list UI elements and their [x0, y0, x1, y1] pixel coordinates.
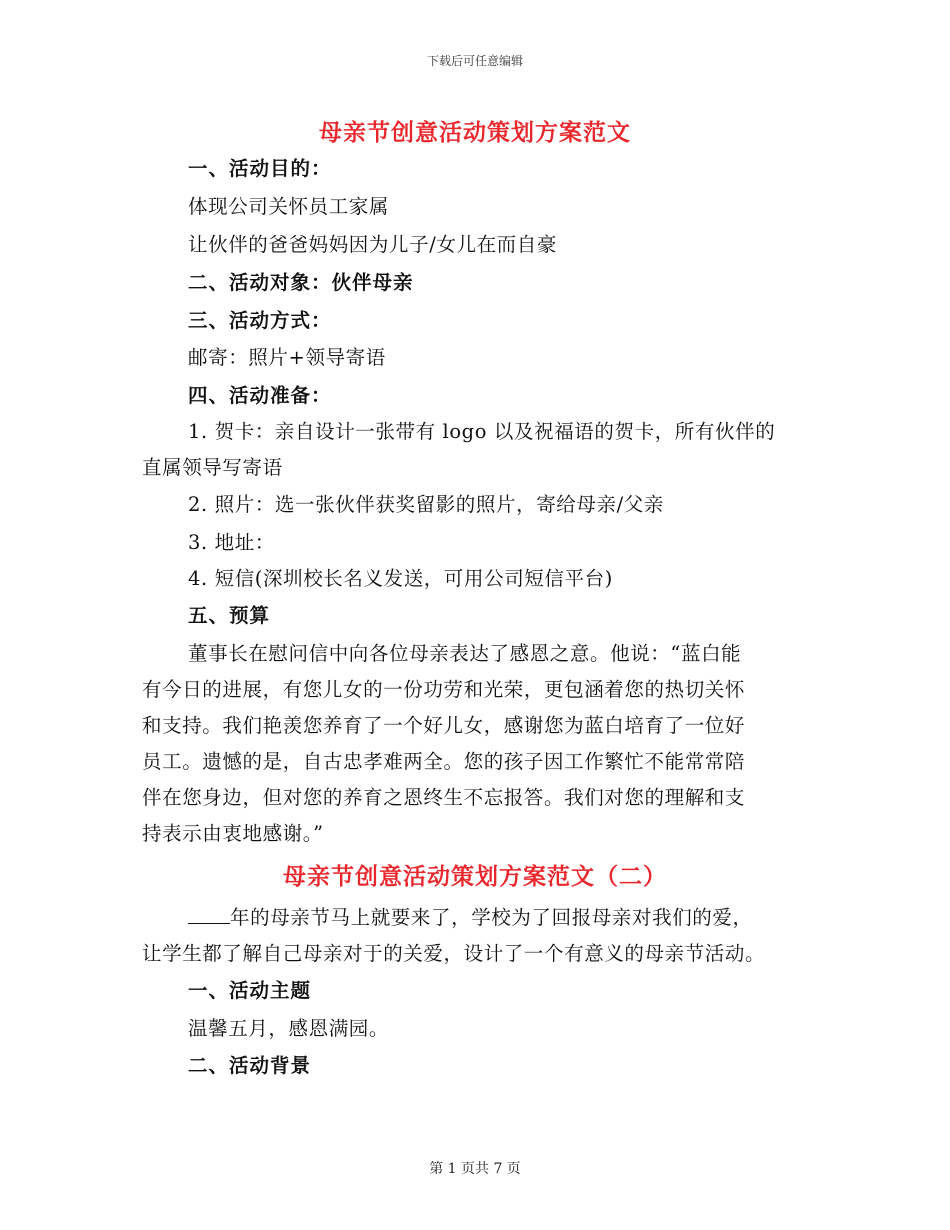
quote-line: 和支持。我们艳羡您养育了一个好儿女，感谢您为蓝白培育了一位好 — [142, 714, 746, 737]
paragraph-line: 体现公司关怀员工家属 — [188, 195, 390, 218]
section-heading-budget: 五、预算 — [188, 604, 271, 627]
intro-text: 年的母亲节马上就要来了，学校为了回报母亲对我们的爱， — [230, 906, 753, 929]
section-heading-theme: 一、活动主题 — [188, 979, 312, 1002]
list-item-address: 3. 地址： — [188, 531, 275, 554]
section-heading-background: 二、活动背景 — [188, 1054, 312, 1077]
paragraph-line: 让伙伴的爸爸妈妈因为儿子/女儿在而自豪 — [188, 233, 557, 256]
list-item-sms: 4. 短信(深圳校长名义发送，可用公司短信平台) — [188, 567, 613, 590]
document-title: 母亲节创意活动策划方案范文 — [319, 119, 631, 146]
blank-underline — [188, 905, 230, 924]
intro-line: 让学生都了解自己母亲对于的关爱，设计了一个有意义的母亲节活动。 — [142, 942, 766, 965]
header-note: 下载后可任意编辑 — [426, 54, 523, 68]
section-heading-preparation: 四、活动准备： — [188, 384, 332, 407]
section-heading-purpose: 一、活动目的： — [188, 157, 332, 180]
document-title-2: 母亲节创意活动策划方案范文（二） — [283, 863, 667, 890]
paragraph-line: 温馨五月，感恩满园。 — [188, 1017, 390, 1040]
paragraph-line: 邮寄：照片+领导寄语 — [188, 346, 386, 369]
page-footer: 第 1 页共 7 页 — [429, 1161, 521, 1177]
section-heading-method: 三、活动方式： — [188, 309, 332, 332]
quote-line: 伴在您身边，但对您的养育之恩终生不忘报答。我们对您的理解和支 — [142, 786, 746, 809]
quote-line: 员工。遗憾的是，自古忠孝难两全。您的孩子因工作繁忙不能常常陪 — [142, 750, 746, 773]
quote-line: 董事长在慰问信中向各位母亲表达了感恩之意。他说：“蓝白能 — [188, 642, 742, 665]
quote-line: 有今日的进展，有您儿女的一份功劳和光荣，更包涵着您的热切关怀 — [142, 678, 746, 701]
list-item-card-cont: 直属领导写寄语 — [142, 456, 283, 479]
list-item-photo: 2. 照片：选一张伙伴获奖留影的照片，寄给母亲/父亲 — [188, 493, 664, 516]
quote-line: 持表示由衷地感谢。” — [142, 822, 324, 845]
intro-line — [188, 905, 753, 931]
list-item-card: 1. 贺卡：亲自设计一张带有 logo 以及祝福语的贺卡，所有伙伴的 — [188, 420, 776, 443]
section-heading-target: 二、活动对象：伙伴母亲 — [188, 271, 414, 294]
